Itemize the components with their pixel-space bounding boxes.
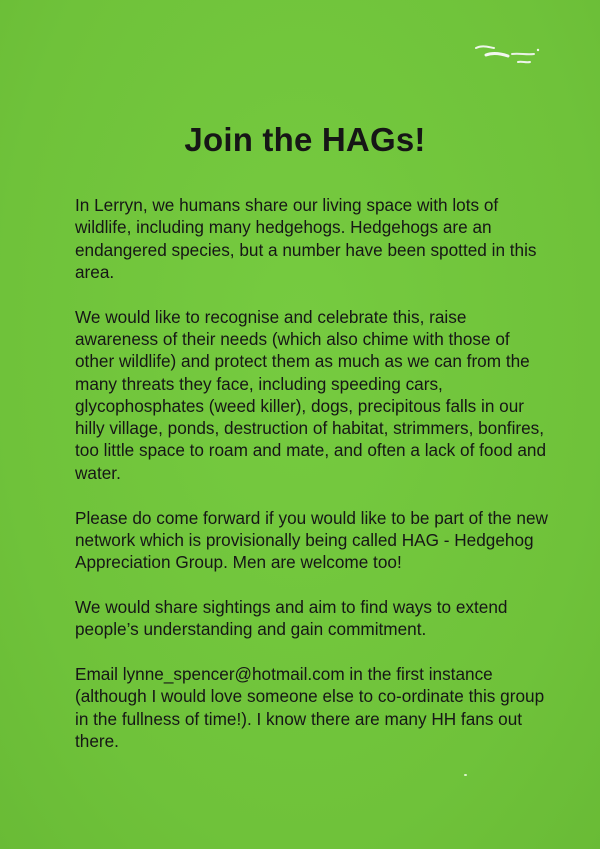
intro-paragraph: In Lerryn, we humans share our living space with lots of wildlife, including many hedgehogs. Hedgehogs are an endangered species, but a number have been spotted in this area. bbox=[75, 195, 537, 282]
threats-paragraph: We would like to recognise and celebrate this, raise awareness of their needs (which also chime with those of other wildlife) and protect them as much as we can from the many threats they face, including speeding cars, glycophosphates (weed killer), dogs, precipitous falls in our hilly village, ponds, destruction of habitat, strimmers, bonfires, too little space to roam and mate, and often a lack of food and water. bbox=[75, 306, 547, 483]
paper-scuff-mark bbox=[468, 42, 548, 68]
flyer-title: Join the HAGs! bbox=[184, 121, 426, 158]
contact-paragraph: Email lynne_spencer@hotmail.com in the first instance (although I would love someone else to co-ordinate this group in the fullness of time!). I know there are many HH fans out there. bbox=[75, 664, 545, 751]
paper-speck bbox=[464, 774, 467, 776]
call-to-action-paragraph: Please do come forward if you would like to be part of the new network which is provisionally being called HAG - Hedgehog Appreciation Group. Men are welcome too! bbox=[75, 507, 548, 573]
flyer-body bbox=[75, 194, 550, 775]
sightings-paragraph: We would share sightings and aim to find ways to extend people’s understanding and gain commitment. bbox=[75, 596, 508, 640]
